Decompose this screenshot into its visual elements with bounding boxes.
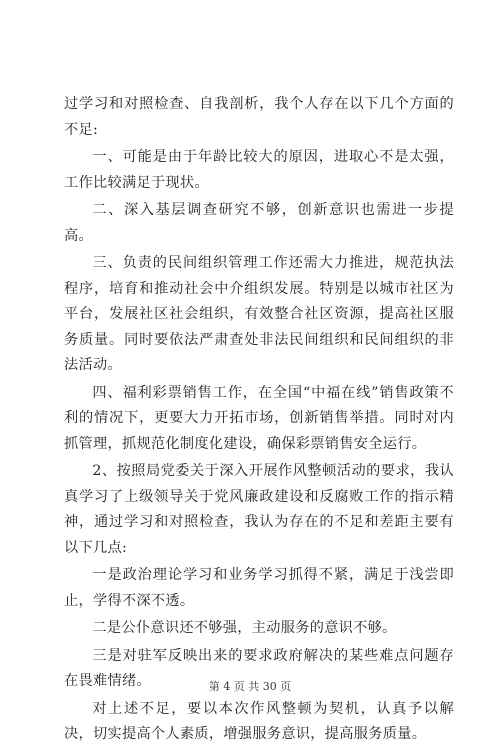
paragraph: 2、按照局党委关于深入开展作风整顿活动的要求，我认真学习了上级领导关于党风廉政建设和反腐败工作的指示精神，通过学习和对照检查，我认为存在的不足和差距主要有以下几点: [64,463,454,556]
document-body [64,92,454,748]
paragraph: 三、负责的民间组织管理工作还需大力推进，规范执法程序，培育和推动社会中介组织发展。特别是以城市社区为平台，发展社区社会组织，有效整合社区资源，提高社区服务质量。同时要依法严肃查处非法民间组织和民间组织的非法活动。 [64,255,454,373]
page-number: 第 4 页 共 30 页 [208,680,292,693]
paragraph: 三是对驻军反映出来的要求政府解决的某些难点问题存在畏难情绪。 [64,647,454,689]
paragraph: 过学习和对照检查、自我剖析，我个人存在以下几个方面的不足: [64,96,454,138]
paragraph: 一是政治理论学习和业务学习抓得不紧，满足于浅尝即止，学得不深不透。 [64,567,454,609]
paragraph: 一、可能是由于年龄比较大的原因，进取心不是太强，工作比较满足于现状。 [64,149,454,191]
paragraph: 对上述不足，要以本次作风整顿为契机，认真予以解决，切实提高个人素质，增强服务意识，提高服务质量。 [64,700,454,742]
paragraph: 四、福利彩票销售工作，在全国“中福在线”销售政策不利的情况下，更要大力开拓市场，创新销售举措。同时对内抓管理，抓规范化制度化建设，确保彩票销售安全运行。 [64,384,454,452]
paragraph: 二、深入基层调查研究不够，创新意识也需进一步提高。 [64,202,454,244]
paragraph: 二是公仆意识还不够强，主动服务的意识不够。 [92,620,397,636]
